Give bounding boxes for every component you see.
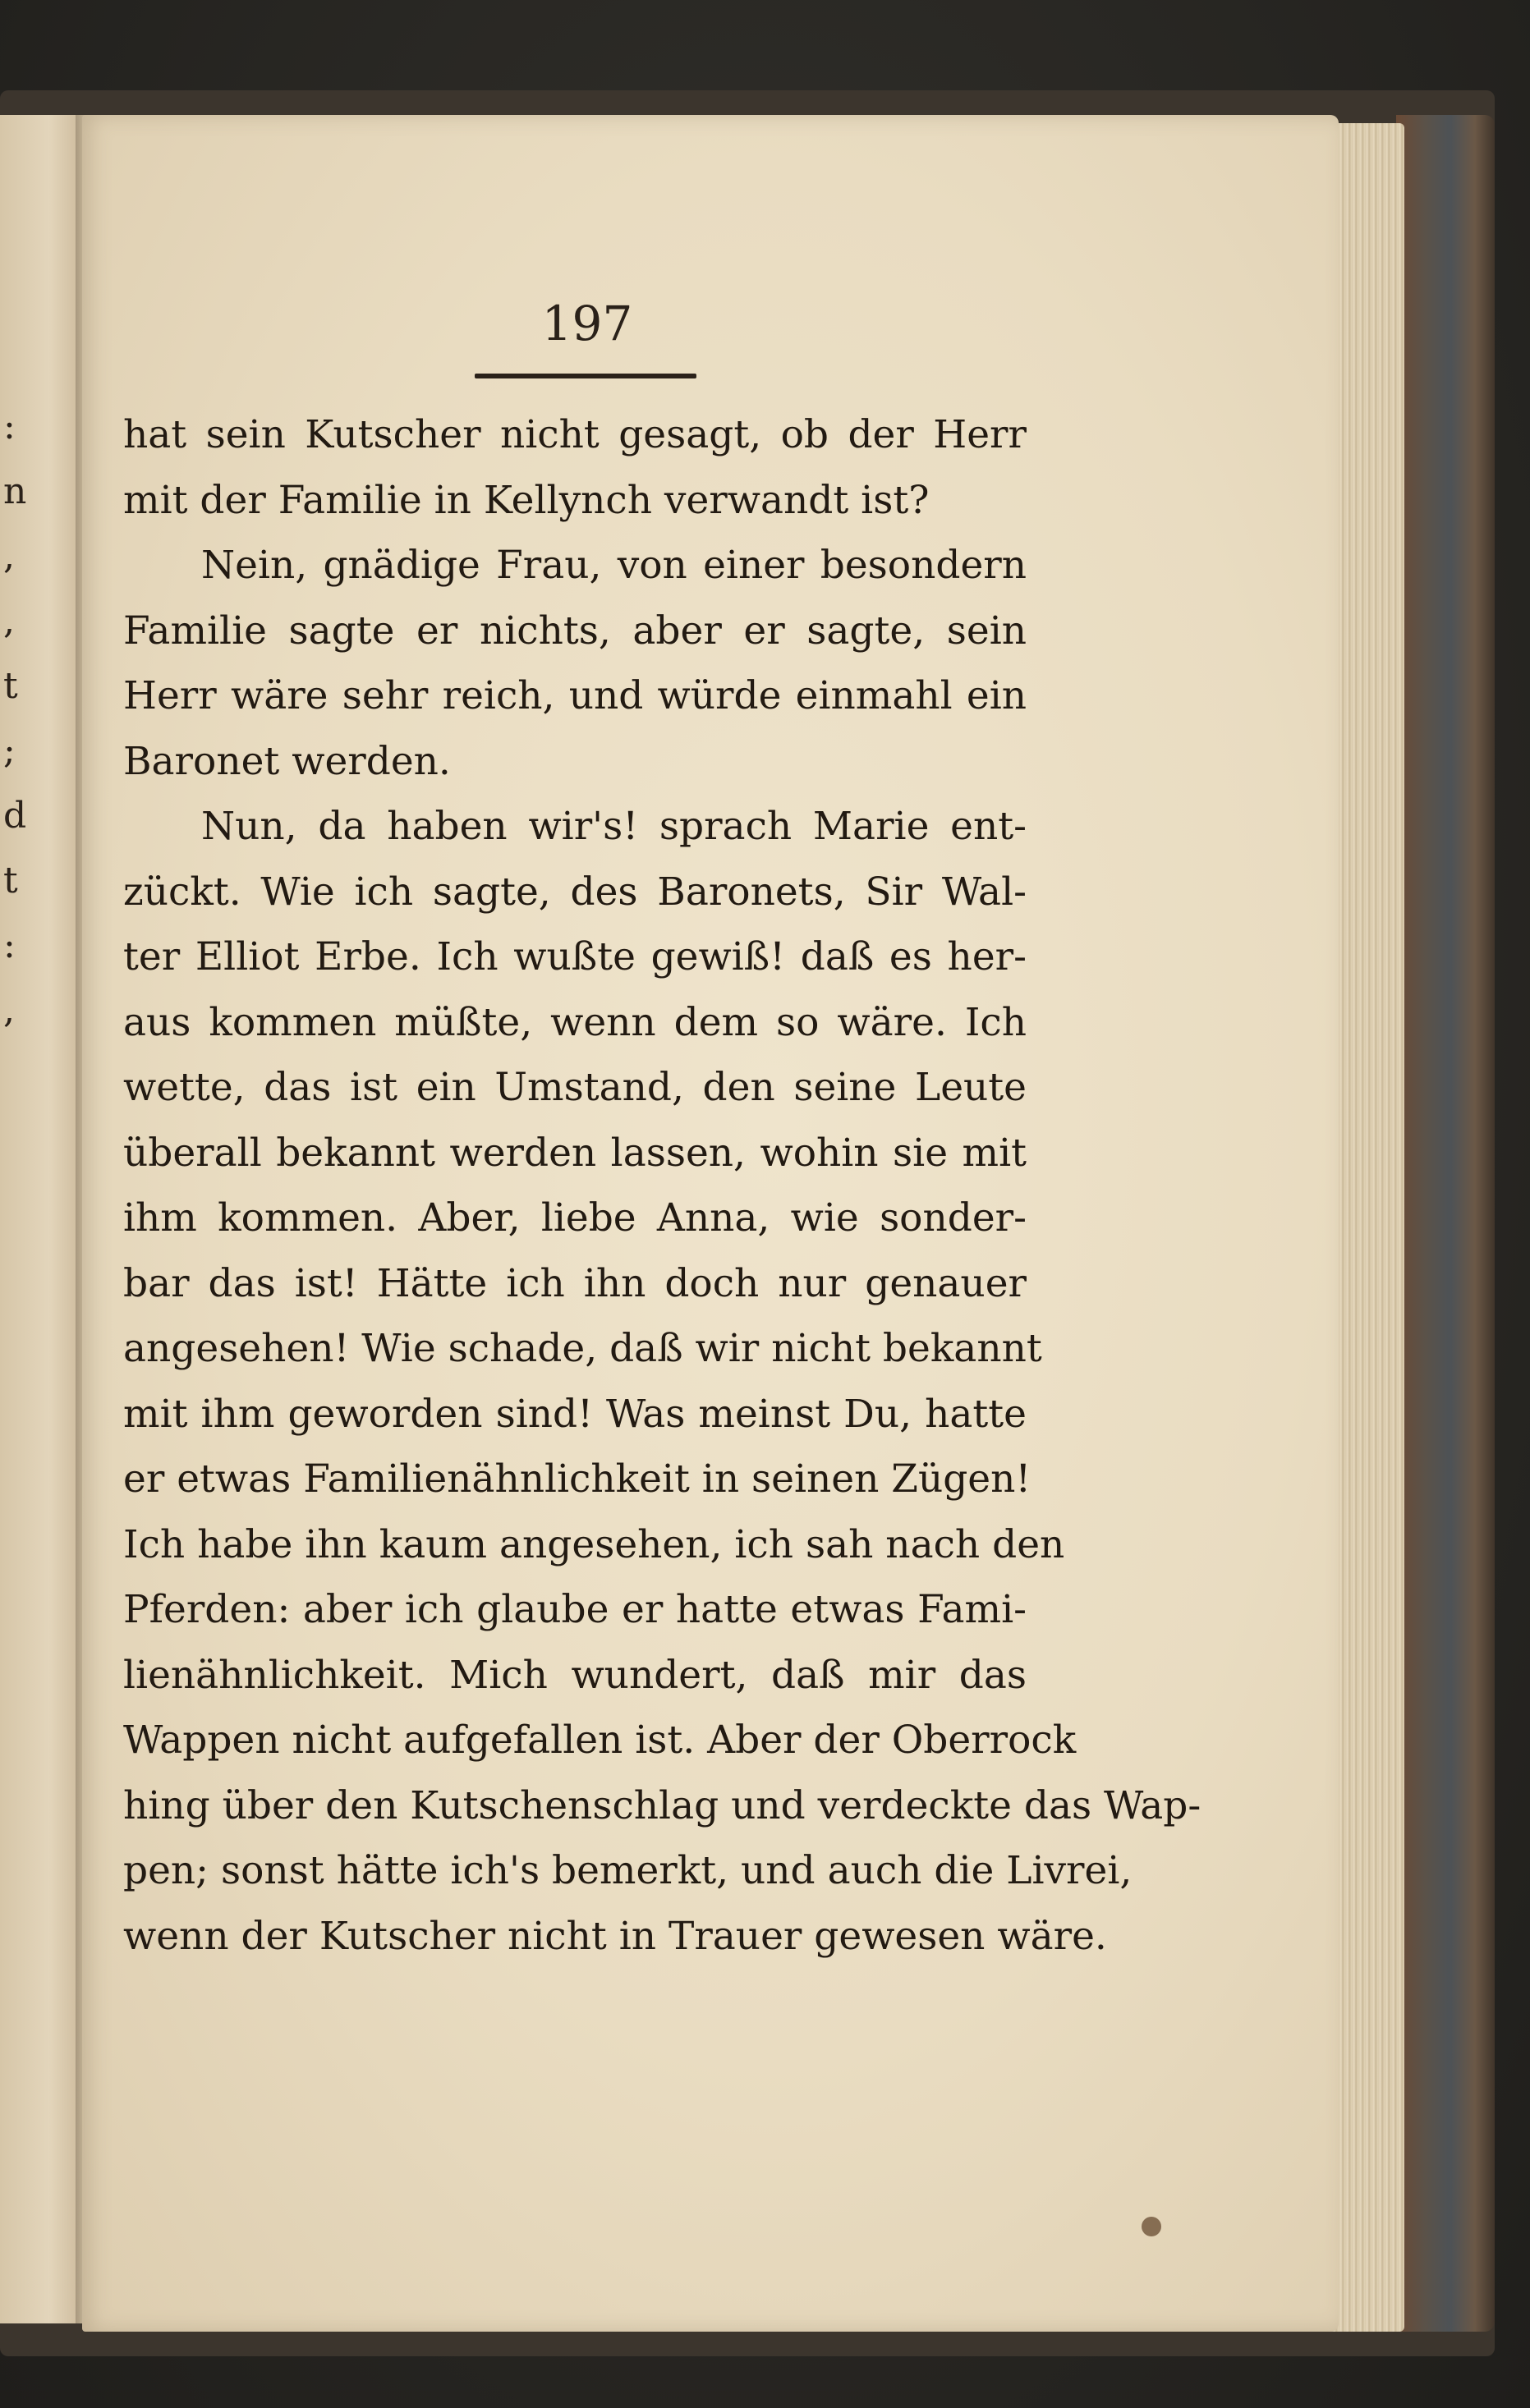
text-line: überall bekannt werden lassen, wohin sie mit [123,1130,1027,1176]
text-line: pen; sonst hätte ich's bemerkt, und auch die Livrei, [123,1848,1133,1893]
text-line: lienähnlichkeit. Mich wundert, daß mir das [123,1652,1027,1698]
book-spine [1396,115,1495,2332]
facing-page-fragment: , [3,600,15,642]
text-line: Baronet werden. [123,738,451,784]
text-line: mit ihm geworden sind! Was meinst Du, hatte [123,1391,1027,1437]
facing-page-fragment: , [3,535,15,577]
text-line: wenn der Kutscher nicht in Trauer gewesen wäre. [123,1913,1107,1959]
text-line: aus kommen müßte, wenn dem so wäre. Ich [123,999,1027,1045]
header-rule [475,374,696,378]
page-number: 197 [541,296,633,351]
text-line: Nein, gnädige Frau, von einer besondern [201,543,1027,588]
text-line: zückt. Wie ich sagte, des Baronets, Sir Wal- [123,869,1027,915]
text-line: Familie sagte er nichts, aber er sagte, sein [123,608,1027,654]
facing-page-fragment: ; [3,730,16,772]
text-line: Herr wäre sehr reich, und würde einmahl ein [123,673,1027,718]
text-line: Pferden: aber ich glaube er hatte etwas Fami- [123,1587,1027,1632]
paper-stain [1142,2217,1161,2236]
facing-page-fragment: , [3,989,15,1031]
text-line: ihm kommen. Aber, liebe Anna, wie sonder- [123,1195,1027,1241]
text-line: Ich habe ihn kaum angesehen, ich sah nach den [123,1521,1065,1567]
text-line: bar das ist! Hätte ich ihn doch nur genauer [123,1260,1027,1306]
text-line: hat sein Kutscher nicht gesagt, ob der Herr [123,412,1027,457]
facing-page-fragment: n [3,470,27,512]
text-line: ter Elliot Erbe. Ich wußte gewiß! daß es her- [123,934,1027,979]
text-line: angesehen! Wie schade, daß wir nicht bekannt [123,1326,1042,1371]
text-line: mit der Familie in Kellynch verwandt ist? [123,477,930,523]
facing-page-fragment: : [3,924,16,966]
facing-page-fragment: d [3,795,27,837]
text-line: wette, das ist ein Umstand, den seine Leute [123,1065,1027,1110]
facing-page-fragment: t [3,665,18,707]
facing-page-fragment: : [3,406,16,447]
text-line: er etwas Familienähnlichkeit in seinen Zügen! [123,1456,1031,1502]
text-line: Wappen nicht aufgefallen ist. Aber der Oberrock [123,1718,1077,1763]
facing-page-text [3,394,36,1043]
text-line: hing über den Kutschenschlag und verdeckte das Wap- [123,1782,1201,1828]
page-text [123,402,1201,1969]
facing-page-fragment: t [3,860,18,901]
text-line: Nun, da haben wir's! sprach Marie ent- [201,804,1027,849]
